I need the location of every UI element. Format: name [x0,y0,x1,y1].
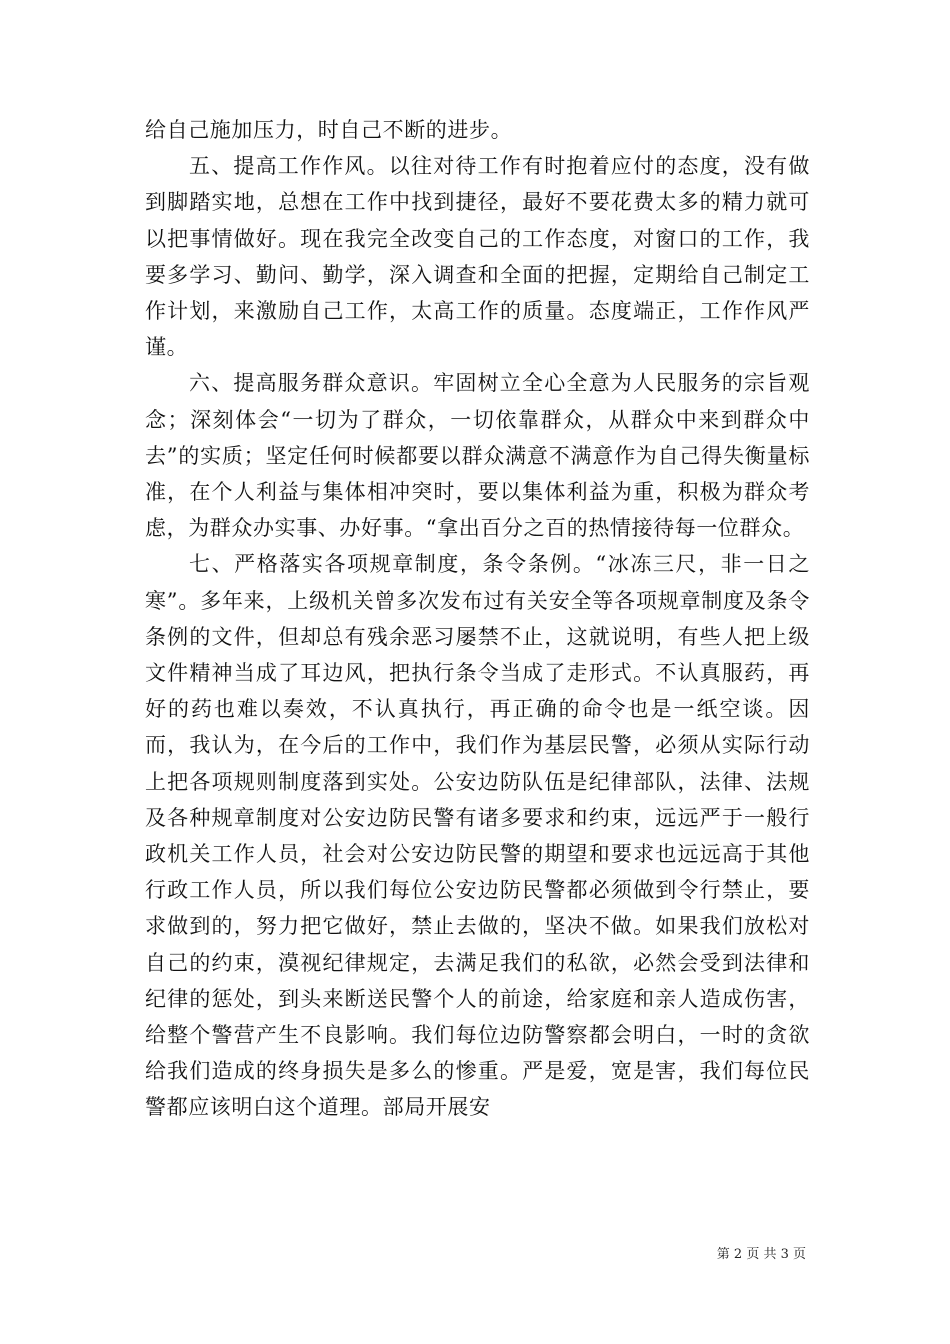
paragraph-seven-regulations: 七、严格落实各项规章制度，条令条例。“冰冻三尺，非一日之寒”。多年来，上级机关曾多次发布过有关安全等各项规章制度及条令条例的文件，但却总有残余恶习屡禁不止，这就说明，有些人把上级文件精神当成了耳边风，把执行条令当成了走形式。不认真服药，再好的药也难以奏效，不认真执行，再正确的命令也是一纸空谈。因而，我认为，在今后的工作中，我们作为基层民警，必须从实际行动上把各项规则制度落到实处。公安边防队伍是纪律部队，法律、法规及各种规章制度对公安边防民警有诸多要求和约束，远远严于一般行政机关工作人员，社会对公安边防民警的期望和要求也远远高于其他行政工作人员，所以我们每位公安边防民警都必须做到令行禁止，要求做到的，努力把它做好，禁止去做的，坚决不做。如果我们放松对自己的约束，漠视纪律规定，去满足我们的私欲，必然会受到法律和纪律的惩处，到头来断送民警个人的前途，给家庭和亲人造成伤害，给整个警营产生不良影响。我们每位边防警察都会明白，一时的贪欲给我们造成的终身损失是多么的惨重。严是爱，宽是害，我们每位民警都应该明白这个道理。部局开展安 [145,552,810,1120]
document-body [145,112,810,1126]
page-number-footer: 第 2 页 共 3 页 [716,1247,806,1262]
paragraph-six-service-awareness: 六、提高服务群众意识。牢固树立全心全意为人民服务的宗旨观念；深刻体会“一切为了群众，一切依靠群众，从群众中来到群众中去”的实质；坚定任何时候都要以群众满意不满意作为自己得失衡量标准，在个人利益与集体相冲突时，要以集体利益为重，积极为群众考虑，为群众办实事、办好事。“拿出百分之百的热情接待每一位群众。 [145,371,810,541]
paragraph-five-work-style: 五、提高工作作风。以往对待工作有时抱着应付的态度，没有做到脚踏实地，总想在工作中找到捷径，最好不要花费太多的精力就可以把事情做好。现在我完全改变自己的工作态度，对窗口的工作，我要多学习、勤问、勤学，深入调查和全面的把握，定期给自己制定工作计划，来激励自己工作，太高工作的质量。态度端正，工作作风严谨。 [145,154,810,360]
paragraph-continuation: 给自己施加压力，时自己不断的进步。 [145,118,513,142]
